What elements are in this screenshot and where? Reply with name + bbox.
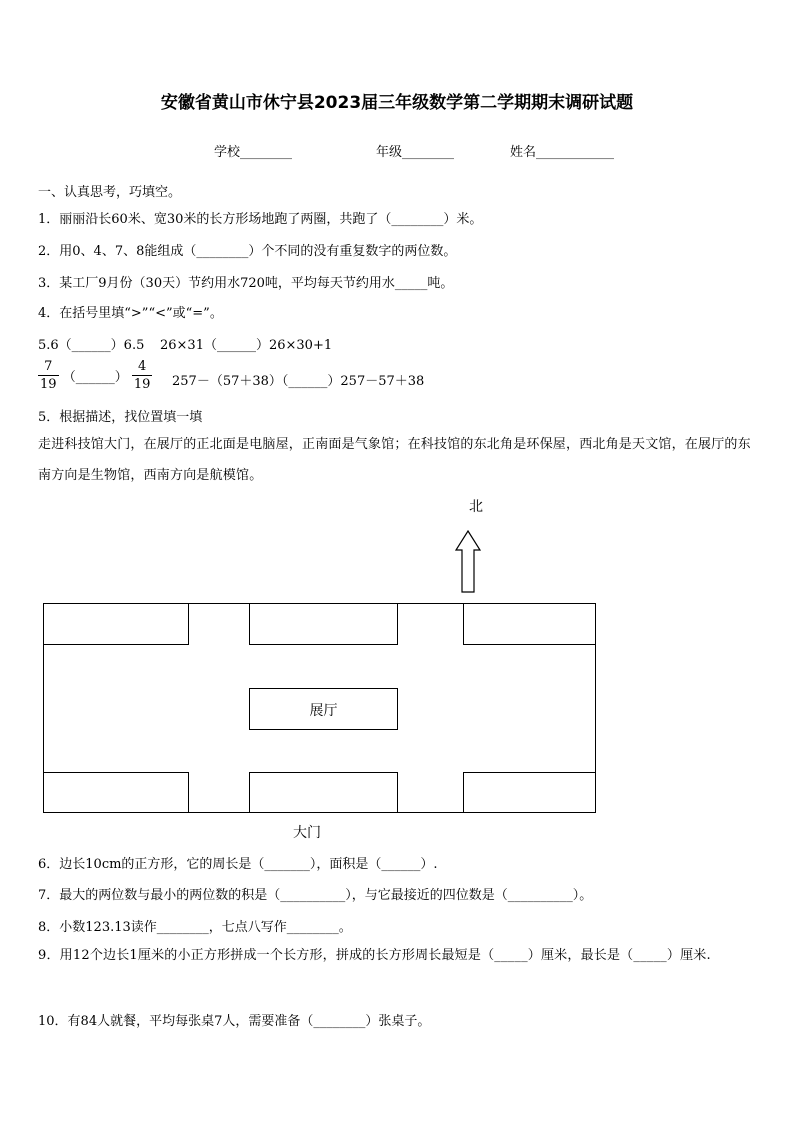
gate-label: 大门 — [293, 825, 321, 841]
question-5-description: 走进科技馆大门，在展厅的正北面是电脑屋，正南面是气象馆；在科技馆的东北角是环保屋，西北角是天文馆，在展厅的东南方向是生物馆，西南方向是航模馆。 — [38, 437, 751, 483]
question-6: 6．边长10cm的正方形，它的周长是（_______），面积是（______）. — [38, 857, 438, 872]
north-label: 北 — [469, 499, 483, 515]
section-heading: 一、认真思考，巧填空。 — [38, 185, 182, 200]
room-northwest — [43, 603, 189, 645]
school-field: 学校________ — [214, 145, 293, 160]
q4-fraction-row — [38, 358, 152, 393]
question-3: 3．某工厂9月份（30天）节约用水720吨，平均每天节约用水_____吨。 — [38, 276, 454, 291]
fraction-right — [132, 358, 153, 393]
question-9: 9．用12个边长1厘米的小正方形拼成一个长方形，拼成的长方形周长最短是（_____）厘米，最长是（_____）厘米. — [38, 948, 711, 963]
question-5: 5．根据描述，找位置填一填 — [38, 410, 203, 425]
q4-fraction-blank: （______） — [62, 370, 128, 385]
question-10: 10．有84人就餐，平均每张桌7人，需要准备（________）张桌子。 — [38, 1014, 431, 1029]
room-north — [249, 603, 398, 645]
north-arrow-icon — [455, 530, 481, 594]
fraction-right-numerator: 4 — [132, 358, 153, 376]
question-8: 8．小数123.13读作________，七点八写作________。 — [38, 920, 352, 935]
room-south — [249, 772, 398, 813]
grade-field: 年级________ — [376, 145, 455, 160]
q4-item-a: 5.6（______）6.5 — [38, 338, 145, 353]
fraction-left-numerator: 7 — [38, 358, 59, 376]
question-4: 4．在括号里填“>”“<”或“=”。 — [38, 306, 223, 321]
question-1: 1．丽丽沿长60米、宽30米的长方形场地跑了两圈，共跑了（________）米。 — [38, 212, 483, 227]
room-southeast — [463, 772, 596, 813]
fraction-right-denominator: 19 — [133, 377, 151, 392]
name-field: 姓名____________ — [510, 145, 615, 160]
room-southwest — [43, 772, 189, 813]
fraction-left-denominator: 19 — [40, 377, 57, 392]
question-2: 2．用0、4、7、8能组成（________）个不同的没有重复数字的两位数。 — [38, 244, 457, 259]
question-7: 7．最大的两位数与最小的两位数的积是（__________），与它最接近的四位数是（__________）。 — [38, 888, 593, 903]
q4-item-d: 257－（57＋38）（______）257－57＋38 — [172, 374, 425, 389]
room-northeast — [463, 603, 596, 645]
q4-item-b: 26×31（______）26×30+1 — [160, 338, 333, 353]
fraction-left — [38, 358, 59, 393]
hall-label: 展厅 — [309, 703, 338, 719]
page-title: 安徽省黄山市休宁县2023届三年级数学第二学期期末调研试题 — [160, 93, 634, 113]
